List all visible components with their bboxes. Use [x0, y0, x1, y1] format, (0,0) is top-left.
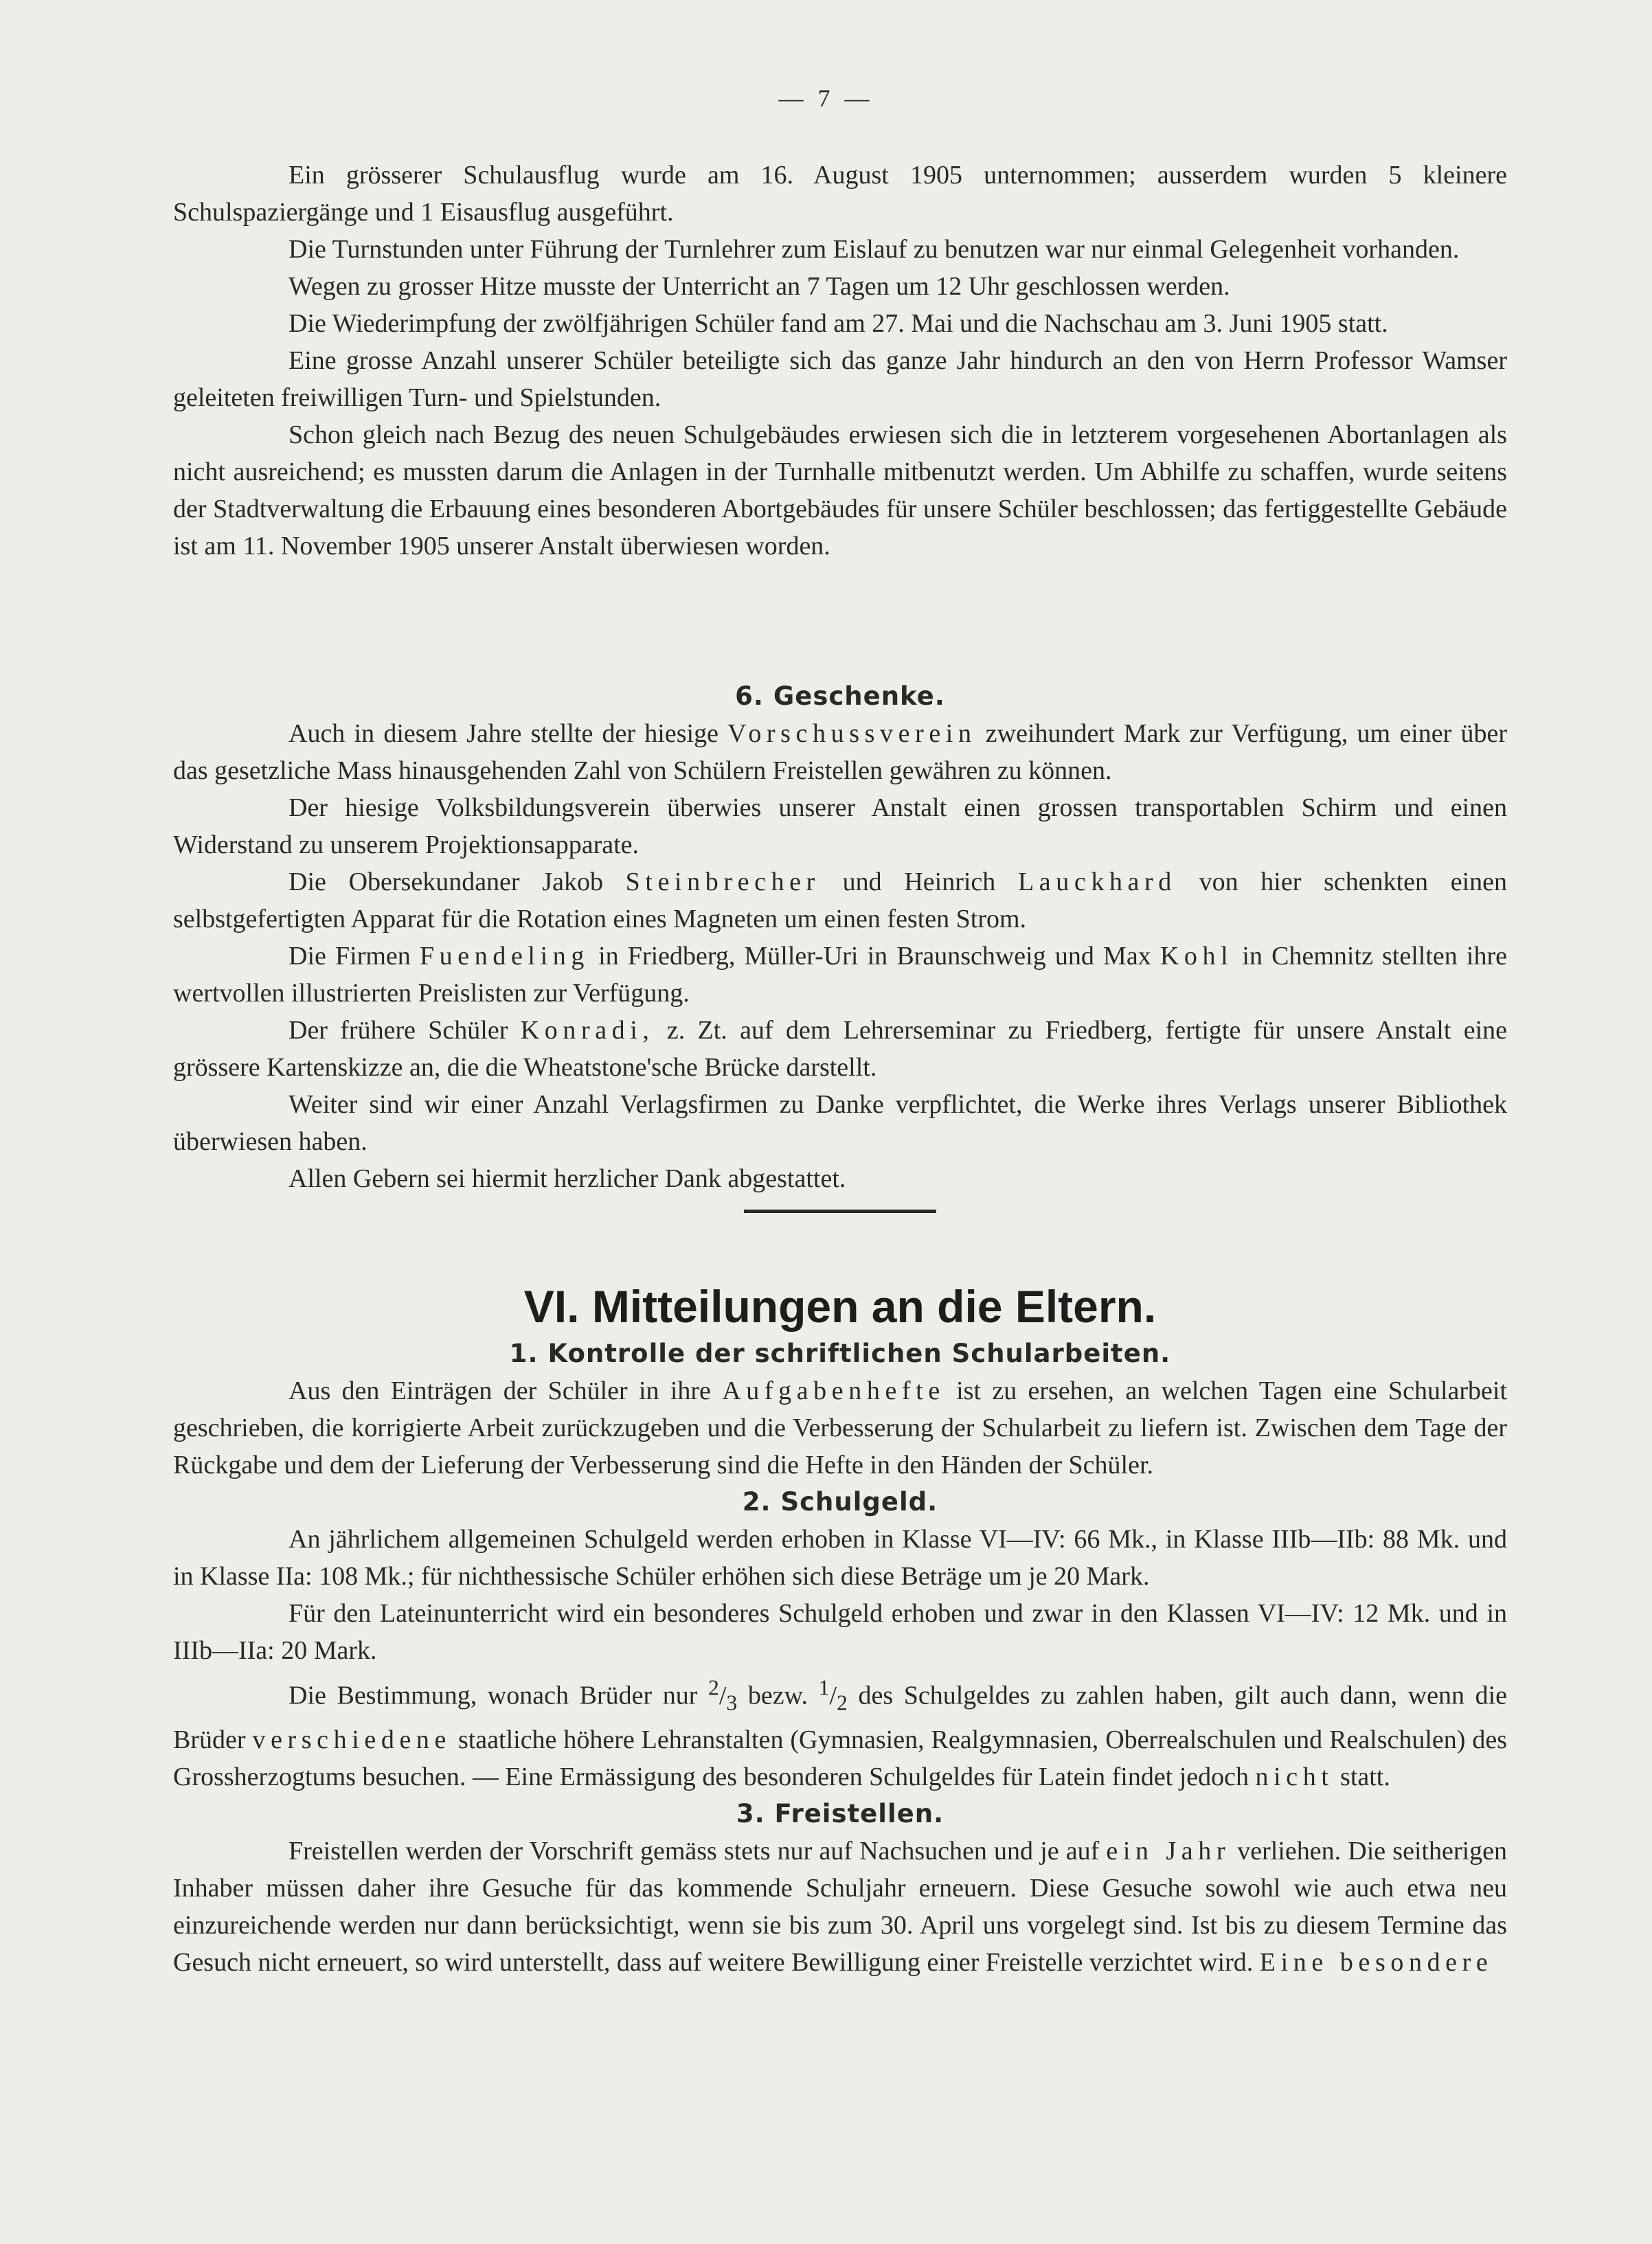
paragraph-kontrolle: [173, 1372, 1507, 1484]
paragraph-vorschussverein: [173, 715, 1507, 789]
heading-geschenke: 6. Geschenke.: [735, 681, 945, 711]
text: Die Firmen: [288, 942, 411, 971]
heading-schulgeld: 2. Schulgeld.: [742, 1487, 938, 1517]
text: des Schulgeldes zu zahlen haben, gilt auch dann, wenn die Brüder: [173, 1681, 1508, 1755]
text: staatliche höhere Lehranstalten (Gymnasien, Realgymnasien, Oberrealschulen und Realschulen) des Grossherzogtums besuchen. — Eine Ermässigung des besonderen Schulgeldes für Latein findet jedoch: [173, 1725, 1508, 1792]
section-mitteilungen: [173, 1279, 1507, 1981]
fraction-one-half: $^1/_2$: [818, 1675, 848, 1715]
text: und Heinrich: [842, 868, 996, 896]
fraction-denominator: 2: [837, 1690, 848, 1715]
spaced-name: Konradi,: [520, 1016, 655, 1045]
spaced-term: verschiedene: [252, 1725, 451, 1755]
text: Aus den Einträgen der Schüler in ihre: [288, 1376, 711, 1405]
paragraph-konradi: [173, 1012, 1507, 1086]
paragraph-firmen: [173, 938, 1507, 1012]
spaced-term: ein Jahr: [1106, 1837, 1231, 1866]
section5-continuation: [173, 157, 1507, 565]
spaced-name: Kohl: [1159, 942, 1234, 971]
text: von hier schenkten einen selbstgefertigten Apparat für die Rotation eines Magneten um einen festen Strom.: [173, 868, 1508, 933]
paragraph-schulausflug: Ein grösserer Schulausflug wurde am 16. August 1905 unternommen; ausserdem wurden 5 kleinere Schulspaziergänge und 1 Eisausflug ausgeführt.: [173, 161, 1507, 227]
heading-mitteilungen: VI. Mitteilungen an die Eltern.: [523, 1281, 1157, 1332]
text: ist zu ersehen, an welchen Tagen eine Schularbeit geschrieben, die korrigierte Arbeit zurückzugeben und die Verbesserung der Schularbeit zu liefern ist. Zwischen dem Tage der Rückgabe und dem der Lieferung der Verbesserung sind die Hefte in den Händen der Schüler.: [173, 1376, 1508, 1480]
paragraph-hitze: Wegen zu grosser Hitze musste der Unterricht an 7 Tagen um 12 Uhr geschlossen werden.: [288, 272, 1230, 301]
spaced-term: Eine besondere: [1259, 1948, 1493, 1977]
fraction-denominator: 3: [726, 1690, 738, 1715]
text: verliehen. Die seitherigen Inhaber müssen daher ihre Gesuche für das kommende Schuljahr erneuern. Diese Gesuche sowohl wie auch etwa neu einzureichende werden nur dann berücksichtigt, wenn sie bis zum 30. April uns vorgelegt sind. Ist bis zu diesem Termine das Gesuch nicht erneuert, so wird unterstellt, dass auf weitere Bewilligung einer Freistelle verzichtet wird.: [173, 1837, 1507, 1977]
text: statt.: [1340, 1763, 1390, 1792]
text: Freistellen werden der Vorschrift gemäss stets nur auf Nachsuchen und je auf: [288, 1837, 1100, 1866]
spaced-term: nicht: [1255, 1763, 1334, 1792]
heading-freistellen: 3. Freistellen.: [736, 1799, 944, 1829]
paragraph-verlagsfirmen: Weiter sind wir einer Anzahl Verlagsfirmen zu Danke verpflichtet, die Werke ihres Verlags unserer Bibliothek überwiesen haben.: [173, 1090, 1507, 1156]
section-geschenke: [173, 678, 1507, 1228]
fraction-two-thirds: $^2/_3$: [708, 1675, 738, 1715]
page-number: — 7 —: [778, 84, 874, 112]
spaced-name: Steinbrecher: [625, 868, 820, 896]
text: zweihundert Mark zur Verfügung, um einer über das gesetzliche Mass hinausgehenden Zahl von Schülern Freistellen gewähren zu können.: [173, 719, 1508, 785]
text: Auch in diesem Jahre stellte der hiesige: [288, 719, 718, 748]
spaced-term: Aufgabenhefte: [722, 1376, 945, 1405]
paragraph-wiederimpfung: Die Wiederimpfung der zwölfjährigen Schüler fand am 27. Mai und die Nachschau am 3. Juni 1905 statt.: [288, 309, 1388, 338]
paragraph-brueder: [173, 1669, 1507, 1795]
paragraph-spielstunden: Eine grosse Anzahl unserer Schüler beteiligte sich das ganze Jahr hindurch an den von Herrn Professor Wamser geleiteten freiwilligen Turn- und Spielstunden.: [173, 346, 1507, 412]
fraction-numerator: 1: [818, 1675, 830, 1699]
paragraph-schulgeld-latein: Für den Lateinunterricht wird ein besonderes Schulgeld erhoben und zwar in den Klassen VI—IV: 12 Mk. und in IIIb—IIa: 20 Mark.: [173, 1599, 1507, 1665]
paragraph-abortanlagen: Schon gleich nach Bezug des neuen Schulgebäudes erwiesen sich die in letzterem vorgesehenen Abortanlagen als nicht ausreichend; es mussten darum die Anlagen in der Turnhalle mitbenutzt werden. Um Abhilfe zu schaffen, wurde seitens der Stadtverwaltung die Erbauung eines besonderen Abortgebäudes für unsere Schüler beschlossen; das fertiggestellte Gebäude ist am 11. November 1905 unserer Anstalt überwiesen worden.: [173, 420, 1507, 560]
paragraph-volksbildungsverein: Der hiesige Volksbildungsverein überwies unserer Anstalt einen grossen transportablen Schirm und einen Widerstand zu unserem Projektionsapparate.: [173, 793, 1507, 859]
spaced-name: Vorschussverein: [727, 719, 977, 748]
spaced-name: Lauckhard: [1018, 868, 1177, 896]
paragraph-obersekundaner: [173, 863, 1507, 938]
paragraph-freistellen: [173, 1833, 1507, 1981]
text: in Friedberg, Müller-Uri in Braunschweig und Max: [598, 942, 1151, 971]
paragraph-dank: Allen Gebern sei hiermit herzlicher Dank abgestattet.: [288, 1164, 846, 1193]
paragraph-schulgeld-allgemein: An jährlichem allgemeinen Schulgeld werden erhoben in Klasse VI—IV: 66 Mk., in Klasse IIIb—IIb: 88 Mk. und in Klasse IIa: 108 Mk.; für nichthessische Schüler erhöhen sich diese Beträge um je 20 Mark.: [173, 1525, 1507, 1591]
fraction-numerator: 2: [708, 1675, 719, 1699]
heading-kontrolle: 1. Kontrolle der schriftlichen Schularbeiten.: [509, 1339, 1171, 1368]
text: in Chemnitz stellten ihre wertvollen illustrierten Preislisten zur Verfügung.: [173, 942, 1508, 1008]
text: bezw.: [747, 1681, 808, 1710]
text: Die Obersekundaner Jakob: [288, 868, 603, 896]
text: Die Bestimmung, wonach Brüder nur: [288, 1681, 698, 1710]
paragraph-turnstunden: Die Turnstunden unter Führung der Turnlehrer zum Eislauf zu benutzen war nur einmal Gelegenheit vorhanden.: [288, 235, 1460, 264]
spaced-name: Fuendeling: [419, 942, 589, 971]
section-divider: [744, 1210, 936, 1213]
text: Der frühere Schüler: [288, 1016, 508, 1045]
text: z. Zt. auf dem Lehrerseminar zu Friedberg, fertigte für unsere Anstalt eine grössere Kartenskizze an, die die Wheatstone'sche Brücke darstellt.: [173, 1016, 1508, 1082]
